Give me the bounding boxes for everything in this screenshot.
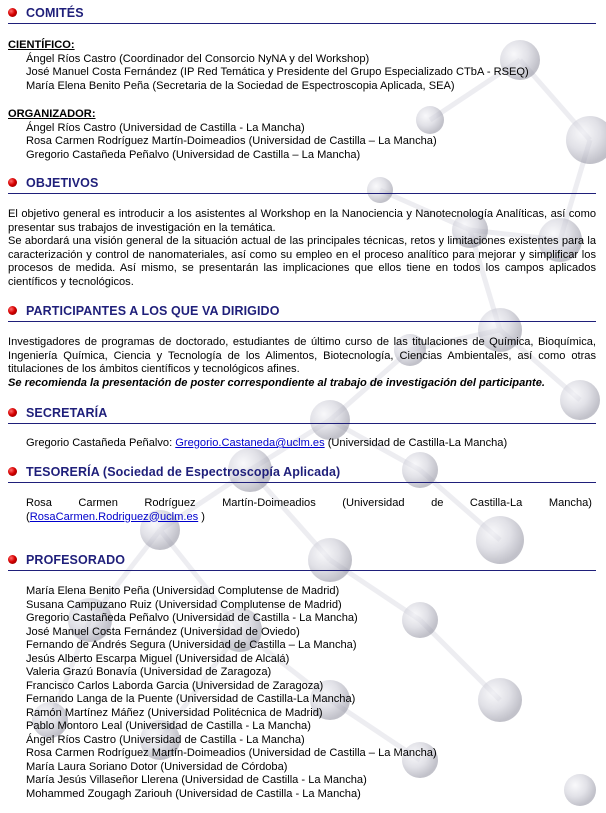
tesoreria-close-paren: )	[198, 510, 205, 523]
tesoreria-email-line	[26, 511, 592, 525]
profesor-item: Mohammed Zougagh Zariouh (Universidad de Castilla - La Mancha)	[26, 787, 361, 800]
profesor-item: Ángel Ríos Castro (Universidad de Castilla - La Mancha)	[26, 733, 305, 746]
profesor-item: María Laura Soriano Dotor (Universidad de Córdoba)	[26, 760, 288, 773]
organizador-member: Gregorio Castañeda Peñalvo (Universidad de Castilla – La Mancha)	[26, 148, 361, 161]
objetivos-body	[8, 208, 596, 289]
participantes-title: PARTICIPANTES A LOS QUE VA DIRIGIDO	[26, 303, 280, 318]
profesor-item: María Jesús Villaseñor Llerena (Universidad de Castilla - La Mancha)	[26, 774, 367, 786]
comites-heading	[8, 4, 596, 24]
comites-title: COMITÉS	[26, 5, 84, 20]
objetivos-paragraph: El objetivo general es introducir a los asistentes al Workshop en la Nanociencia y Nanotecnología Analíticas, así como presentar sus trabajos de investigación en la temática.	[8, 208, 596, 234]
organizador-label: ORGANIZADOR:	[8, 108, 96, 120]
profesorado-heading	[8, 551, 596, 571]
objetivos-heading	[8, 174, 596, 194]
tesoreria-word: Rosa	[26, 497, 52, 509]
tesoreria-body	[26, 497, 592, 524]
secretaria-body	[8, 437, 596, 451]
secretaria-section	[8, 404, 596, 424]
secretaria-contact	[8, 437, 596, 451]
profesor-item: María Elena Benito Peña (Universidad Complutense de Madrid)	[26, 585, 340, 597]
tesoreria-word: (Universidad	[342, 497, 405, 509]
participantes-heading	[8, 302, 596, 322]
profesor-item: Rosa Carmen Rodríguez Martín-Doimeadios (Universidad de Castilla – La Mancha)	[26, 747, 437, 759]
secretaria-title: SECRETARÍA	[26, 405, 108, 420]
organizador-block	[8, 108, 596, 162]
profesorado-section	[8, 551, 596, 571]
participantes-body	[8, 336, 596, 390]
tesoreria-word: Mancha)	[548, 497, 592, 509]
bullet-icon	[8, 467, 17, 476]
tesoreria-word: de	[431, 497, 444, 509]
cientifico-member: Ángel Ríos Castro (Coordinador del Consorcio NyNA y del Workshop)	[26, 52, 370, 65]
cientifico-member: María Elena Benito Peña (Secretaria de la Sociedad de Espectroscopia Aplicada, SEA)	[26, 79, 455, 92]
objetivos-title: OBJETIVOS	[26, 175, 99, 190]
tesoreria-word: Castilla-La	[469, 497, 523, 509]
secretaria-email-link[interactable]: Gregorio.Castaneda@uclm.es	[175, 437, 325, 449]
profesorado-list	[8, 585, 596, 801]
profesor-item: Jesús Alberto Escarpa Miguel (Universidad de Alcalá)	[26, 652, 290, 665]
tesoreria-open-paren: (	[26, 510, 30, 523]
profesor-item: Pablo Montoro Leal (Universidad de Castilla - La Mancha)	[26, 720, 311, 732]
bullet-icon	[8, 306, 17, 315]
tesoreria-section	[8, 463, 596, 483]
profesor-item: Ramón Martínez Máñez (Universidad Politécnica de Madrid)	[26, 706, 323, 719]
tesoreria-line	[26, 497, 592, 511]
organizador-member: Rosa Carmen Rodríguez Martín-Doimeadios (Universidad de Castilla – La Mancha)	[26, 135, 437, 147]
participantes-section	[8, 302, 596, 322]
tesoreria-email-link[interactable]: RosaCarmen.Rodriguez@uclm.es	[29, 510, 199, 523]
cientifico-block	[8, 39, 596, 93]
profesor-item: Francisco Carlos Laborda Garcia (Universidad de Zaragoza)	[26, 679, 324, 692]
cientifico-member: José Manuel Costa Fernández (IP Red Temática y Presidente del Grupo Especializado CTbA - RSEQ)	[26, 66, 529, 78]
participantes-paragraph: Investigadores de programas de doctorado, estudiantes de último curso de las titulaciones de Química, Bioquímica, Ingeniería Química, Ciencia y Tecnología de los Alimentos, Biotecnología, Ciencias Ambientales, así como otras titulaciones de los ámbitos científicos y tecnológicos afines.	[8, 336, 596, 375]
cientifico-label: CIENTÍFICO:	[8, 39, 75, 51]
bullet-icon	[8, 178, 17, 187]
participantes-note: Se recomienda la presentación de poster correspondiente al trabajo de investigación del participante.	[8, 376, 545, 389]
profesor-item: José Manuel Costa Fernández (Universidad de Oviedo)	[26, 625, 300, 638]
profesor-item: Fernando de Andrés Segura (Universidad de Castilla – La Mancha)	[26, 639, 357, 651]
secretaria-affiliation: (Universidad de Castilla-La Mancha)	[324, 437, 508, 449]
bullet-icon	[8, 8, 17, 17]
tesoreria-word: Carmen	[78, 497, 118, 509]
objetivos-section	[8, 174, 596, 194]
tesoreria-word: Rodríguez	[144, 497, 196, 509]
profesor-item: Fernando Langa de la Puente (Universidad de Castilla-La Mancha)	[26, 693, 356, 705]
profesorado-title: PROFESORADO	[26, 552, 126, 567]
profesor-item: Gregorio Castañeda Peñalvo (Universidad de Castilla - La Mancha)	[26, 612, 358, 624]
secretaria-heading	[8, 404, 596, 424]
comites-section	[8, 4, 596, 24]
tesoreria-heading	[8, 463, 596, 483]
bullet-icon	[8, 555, 17, 564]
tesoreria-word: Martín-Doimeadios	[222, 497, 316, 509]
profesor-item: Susana Campuzano Ruiz (Universidad Complutense de Madrid)	[26, 598, 342, 611]
bullet-icon	[8, 408, 17, 417]
tesoreria-title: TESORERÍA (Sociedad de Espectroscopía Aplicada)	[26, 464, 341, 479]
objetivos-paragraph: Se abordará una visión general de la situación actual de las principales técnicas, retos y limitaciones existentes para la caracterización y control de nanomateriales, así como su empleo en el proceso analítico para mejorar y simplificar los procesos de medida. Así mismo, se presentarán las implicaciones que ellos tiene en todos los campos aplicados científicos y tecnológicos.	[8, 235, 596, 288]
organizador-member: Ángel Ríos Castro (Universidad de Castilla - La Mancha)	[26, 121, 305, 134]
profesor-item: Valeria Grazú Bonavía (Universidad de Zaragoza)	[26, 666, 272, 678]
secretaria-name: Gregorio Castañeda Peñalvo:	[26, 437, 176, 449]
